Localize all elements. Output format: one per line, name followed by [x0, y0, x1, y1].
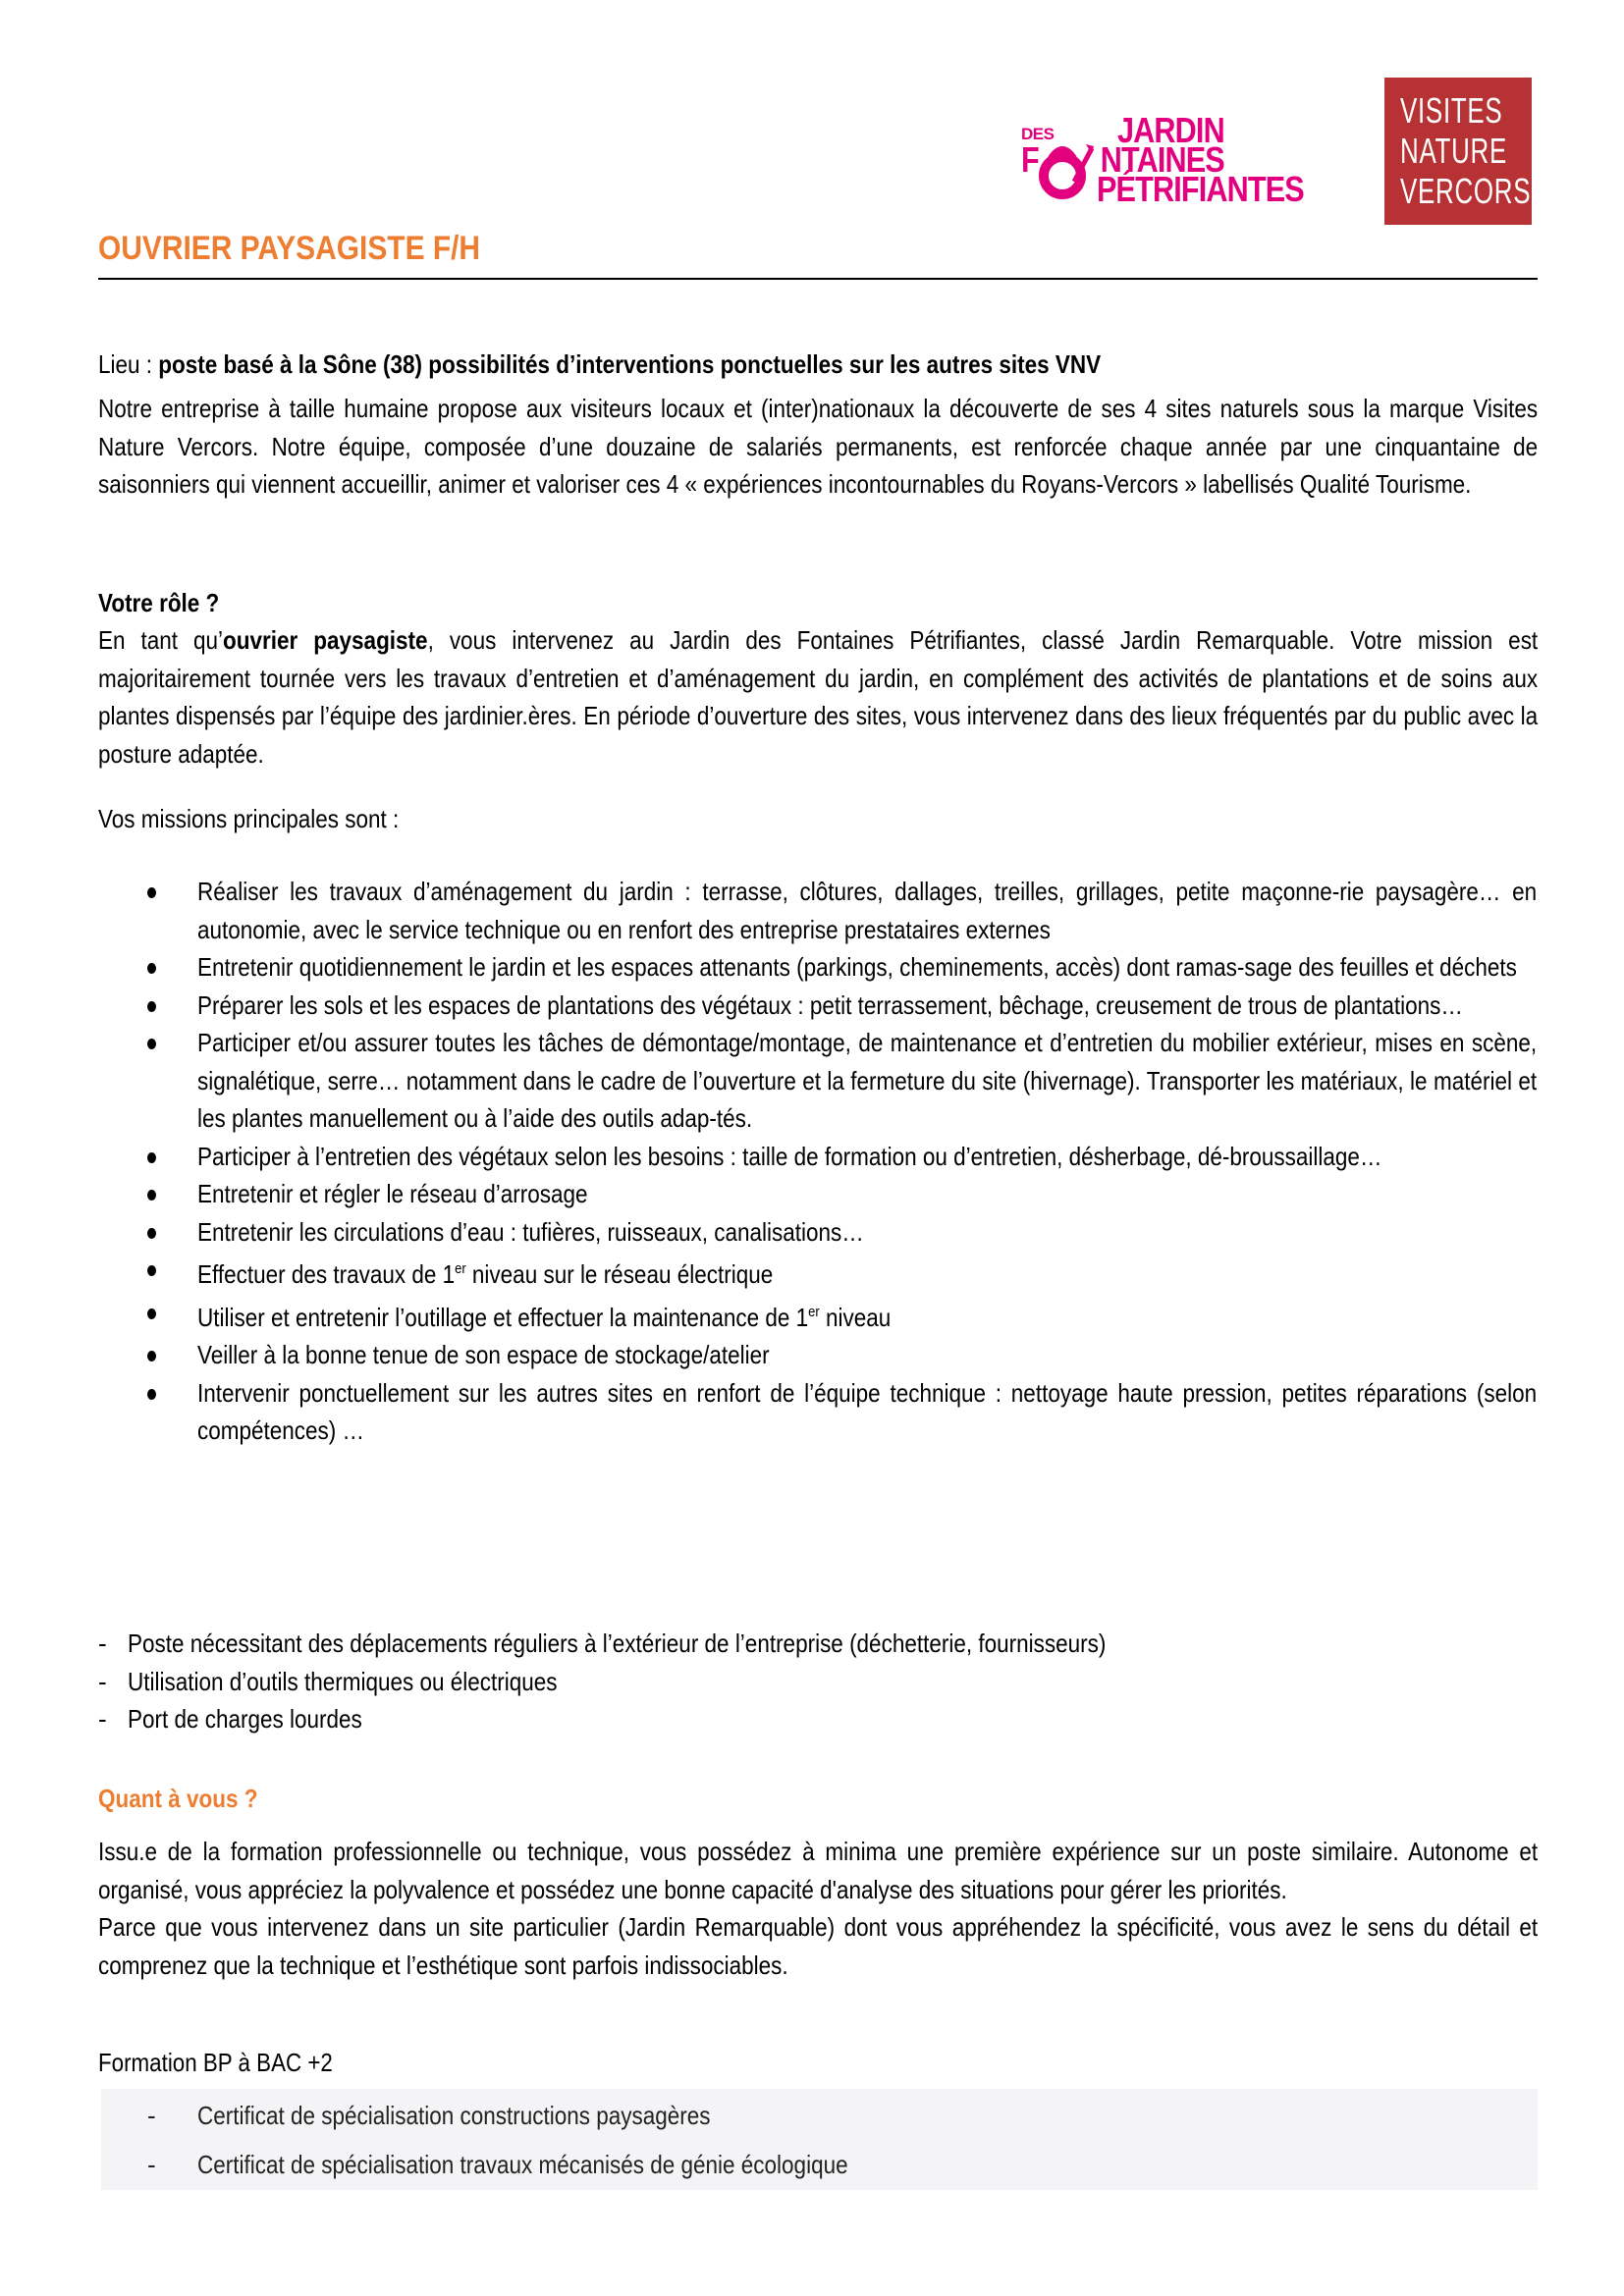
certificate-text: Certificat de spécialisation travaux mécanisés de génie écologique	[197, 2150, 848, 2179]
bullet-icon	[147, 1351, 156, 1362]
visites-nature-vercors-logo	[1384, 78, 1532, 225]
superscript: er	[455, 1260, 466, 1277]
list-item	[98, 1700, 1538, 1738]
location-line-inner	[98, 346, 1538, 384]
intro-paragraph	[98, 390, 1538, 504]
bullet-icon	[147, 1308, 156, 1319]
item-text-b: niveau sur le réseau électrique	[465, 1259, 774, 1289]
item-text-a: Utiliser et entretenir l’outillage et effectuer la maintenance de 1	[197, 1302, 809, 1332]
missions-heading-text: Vos missions principales sont :	[98, 804, 400, 833]
superscript: er	[808, 1303, 820, 1320]
bullet-icon	[147, 1001, 156, 1012]
bullet-icon	[147, 1389, 156, 1400]
list-item	[147, 987, 1538, 1025]
bullet-icon	[147, 1228, 156, 1239]
bullet-icon	[147, 1190, 156, 1201]
profile-heading: Quant à vous ?	[98, 1784, 258, 1813]
list-item-text: Réaliser les travaux d’aménagement du jardin : terrasse, clôtures, dallages, treilles, grillages, petite maçonne-rie paysagère… en autonomie, avec le service technique ou en renfort des entreprise prestataires externes	[197, 877, 1538, 944]
list-item	[147, 948, 1538, 987]
profile-paragraph	[98, 1833, 1538, 1984]
missions-list	[147, 873, 1538, 1450]
bullet-icon	[147, 963, 156, 974]
list-item	[147, 1213, 1538, 1252]
dash-icon: -	[98, 1704, 107, 1734]
dash-icon: -	[98, 1629, 107, 1658]
logo-vercors-text: VERCORS	[1400, 171, 1532, 211]
list-item-text: Entretenir quotidiennement le jardin et les espaces attenants (parkings, cheminements, accès) dont ramas-sage des feuilles et déchets	[197, 952, 1517, 982]
list-item	[147, 1024, 1538, 1138]
list-item	[147, 1374, 1538, 1450]
list-item	[147, 1138, 1538, 1176]
role-text	[98, 621, 1538, 773]
logo-fontaines-rest: NTAINES	[1100, 139, 1224, 180]
intro-text: Notre entreprise à taille humaine propose aux visiteurs locaux et (inter)nationaux la découverte de ses 4 sites naturels sous la marque Visites Nature Vercors. Notre équipe, composée d’une douzaine de salariés permanents, est renforcée chaque année par une cinquantaine de saisonniers qui viennent accueillir, animer et valoriser ces 4 « expériences incontournables du Royans-Vercors » labellisés Qualité Tourisme.	[98, 394, 1539, 499]
role-heading-text: Votre rôle ?	[98, 588, 220, 617]
logo-fontaines-f: F	[1021, 139, 1039, 180]
bullet-icon	[147, 887, 156, 898]
list-item-text: Participer et/ou assurer toutes les tâches de démontage/montage, de maintenance et d’entretien du mobilier extérieur, mises en scène, signalétique, serre… notamment dans le cadre de l’ouverture et la fermeture du site (hivernage). Transporter les matériaux, le matériel et les plantes manuellement ou à l’aide des outils adap-tés.	[197, 1028, 1538, 1133]
dash-icon: -	[147, 2150, 156, 2179]
list-item	[147, 1294, 1538, 1337]
bullet-icon	[147, 1152, 156, 1163]
role-paragraph	[98, 621, 1538, 773]
list-item-text: Entretenir les circulations d’eau : tufières, ruisseaux, canalisations…	[197, 1216, 864, 1247]
jardin-fontaines-petrifiantes-logo	[1021, 110, 1306, 211]
list-item-text: Port de charges lourdes	[128, 1704, 362, 1734]
list-item	[147, 1251, 1538, 1294]
list-item-text: Utilisation d’outils thermiques ou électriques	[128, 1666, 558, 1696]
bullet-icon	[147, 1265, 156, 1276]
role-prefix: En tant qu’	[98, 625, 224, 655]
logo-des-text: DES	[1021, 125, 1055, 143]
title-divider	[98, 278, 1538, 280]
logo-jardin-text: JARDIN	[1117, 110, 1224, 150]
role-bold: ouvrier paysagiste	[223, 625, 428, 655]
list-item-text: Préparer les sols et les espaces de plantations des végétaux : petit terrassement, bêchage, creusement de trous de plantations…	[197, 989, 1463, 1020]
item-text-b: niveau	[819, 1302, 892, 1332]
list-item	[98, 1625, 1538, 1663]
list-item-text: Intervenir ponctuellement sur les autres sites en renfort de l’équipe technique : nettoyage haute pression, petites réparations (selon compétences) …	[197, 1377, 1538, 1445]
role-heading	[98, 584, 1538, 622]
list-item-text: Poste nécessitant des déplacements réguliers à l’extérieur de l’entreprise (déchetterie, fournisseurs)	[128, 1629, 1107, 1658]
list-item-text	[197, 1294, 1537, 1337]
list-item-text	[197, 1251, 1537, 1294]
role-rest: , vous intervenez au Jardin des Fontaines Pétrifiantes, classé Jardin Remarquable. Votre mission est majoritairement tournée vers les travaux d’entretien et d’aménagement du jardin, en complément des activités de plantations et de soins aux plantes dispensés par l’équipe des jardinier.ères. En période d’ouverture des sites, vous intervenez dans des lieux fréquentés par du public avec la posture adaptée.	[98, 625, 1539, 769]
logo-nature-text: NATURE	[1400, 131, 1507, 171]
logo-petrifiantes-text: PÉTRIFIANTES	[1097, 169, 1304, 209]
dash-icon: -	[147, 2101, 156, 2130]
list-item	[147, 1336, 1538, 1374]
list-item-text: Participer à l’entretien des végétaux selon les besoins : taille de formation ou d’entretien, désherbage, dé-broussaillage…	[197, 1141, 1382, 1171]
list-item	[147, 873, 1538, 948]
profile-text-2: Parce que vous intervenez dans un site particulier (Jardin Remarquable) dont vous appréhendez la spécificité, vous avez le sens du détail et comprenez que la technique et l’esthétique sont parfois indissociables.	[98, 1912, 1539, 1980]
logo-visites-text: VISITES	[1400, 90, 1503, 131]
bullet-icon	[147, 1039, 156, 1049]
page-title: OUVRIER PAYSAGISTE F/H	[98, 230, 481, 267]
list-item	[147, 1175, 1538, 1213]
conditions-list	[98, 1625, 1538, 1738]
location-value: poste basé à la Sône (38) possibilités d’interventions ponctuelles sur les autres sites VNV	[158, 349, 1102, 379]
location-line	[98, 346, 1538, 384]
list-item-text: Entretenir et régler le réseau d’arrosage	[197, 1179, 588, 1208]
dash-icon: -	[98, 1666, 107, 1696]
list-item	[98, 1663, 1538, 1701]
formation-heading: Formation BP à BAC +2	[98, 2048, 333, 2077]
item-text-a: Effectuer des travaux de 1	[197, 1259, 456, 1289]
profile-text-1: Issu.e de la formation professionnelle ou technique, vous possédez à minima une première expérience sur un poste similaire. Autonome et organisé, vous appréciez la polyvalence et possédez une bonne capacité d'analyse des situations pour gérer les priorités.	[98, 1837, 1539, 1904]
location-label: Lieu :	[98, 349, 159, 379]
list-item-text: Veiller à la bonne tenue de son espace de stockage/atelier	[197, 1340, 770, 1369]
certificate-text: Certificat de spécialisation constructions paysagères	[197, 2101, 711, 2130]
missions-heading	[98, 800, 1538, 838]
